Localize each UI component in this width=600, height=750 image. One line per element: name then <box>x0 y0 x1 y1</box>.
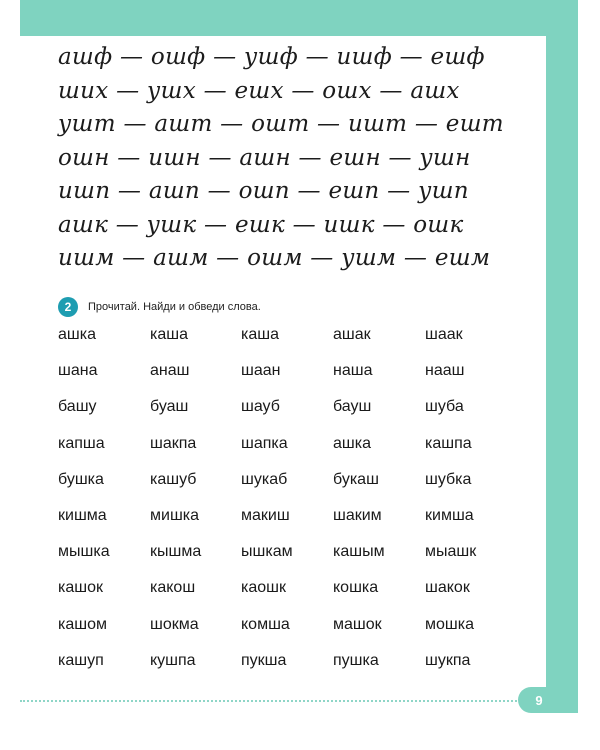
word-item: кимша <box>425 506 474 524</box>
word-item: шакпа <box>150 434 197 452</box>
word-item: ашка <box>58 326 96 343</box>
cursive-syllable-lines <box>58 41 528 276</box>
word-item: шокма <box>150 615 199 633</box>
word-item: шаак <box>425 326 463 343</box>
dotted-divider <box>20 700 517 702</box>
word-row <box>58 390 528 426</box>
word-item: шакок <box>425 579 470 597</box>
word-item: бауш <box>333 398 372 416</box>
cursive-line-5: ишп — ашп — ошп — ешп — ушп <box>58 178 469 204</box>
word-item: кашуб <box>150 470 197 488</box>
word-item: кашом <box>58 615 107 633</box>
word-item: пукша <box>241 651 287 669</box>
word-item: нааш <box>425 362 465 380</box>
word-item: шубка <box>425 470 472 488</box>
right-teal-band <box>546 0 578 713</box>
word-item: шуба <box>425 398 464 416</box>
word-row <box>58 427 528 463</box>
word-item: шауб <box>241 398 280 416</box>
word-row <box>58 608 528 644</box>
word-row <box>58 354 528 390</box>
cursive-line-3: ушт — ашт — ошт — ишт — ешт <box>58 111 504 137</box>
word-item: мыашк <box>425 543 477 561</box>
word-item: комша <box>241 615 290 633</box>
word-item: анаш <box>150 362 190 380</box>
word-row <box>58 318 528 354</box>
word-item: мышка <box>58 543 110 561</box>
word-item: кышма <box>150 543 202 561</box>
word-item: кушпа <box>150 651 196 669</box>
word-item: кашым <box>333 543 385 561</box>
word-row <box>58 463 528 499</box>
word-item: мошка <box>425 615 474 633</box>
word-item: какош <box>150 579 196 597</box>
word-row <box>58 571 528 607</box>
word-item: шана <box>58 362 98 380</box>
task-instruction: Прочитай. Найди и обведи слова. <box>88 301 261 313</box>
word-item: башу <box>58 398 97 416</box>
cursive-line-4: ошн — ишн — ашн — ешн — ушн <box>58 144 471 171</box>
page-number-badge: 9 <box>518 687 560 713</box>
word-grid <box>58 318 528 680</box>
word-item: шаан <box>241 362 281 380</box>
word-item: ашак <box>333 326 371 343</box>
word-item: шукаб <box>241 470 288 488</box>
word-row <box>58 499 528 535</box>
word-item: кашпа <box>425 434 472 452</box>
word-item: кишма <box>58 506 107 524</box>
word-item: каошк <box>241 579 286 597</box>
word-row <box>58 535 528 571</box>
word-item: макиш <box>241 506 290 524</box>
cursive-line-7: ишм — ашм — ошм — ушм — ешм <box>58 245 491 271</box>
word-item: шаким <box>333 506 382 524</box>
word-row <box>58 644 528 680</box>
word-item: каша <box>241 326 279 343</box>
word-item: ышкам <box>241 543 293 561</box>
word-item: шапка <box>241 434 288 452</box>
task-number-badge: 2 <box>58 297 78 317</box>
word-item: буаш <box>150 398 189 416</box>
word-item: шукпа <box>425 651 471 669</box>
task-header <box>58 296 261 318</box>
cursive-line-2: шиx — ушх — ешх — ошх — ашх <box>58 77 460 104</box>
word-item: капша <box>58 434 105 452</box>
top-teal-band <box>20 0 578 36</box>
word-item: кашок <box>58 579 103 597</box>
cursive-line-1: ашф — ошф — ушф — ишф — ешф <box>58 44 485 70</box>
word-item: ашка <box>333 434 371 452</box>
cursive-line-6: ашк — ушк — ешк — ишк — ошк <box>58 211 464 238</box>
word-item: бушка <box>58 470 104 488</box>
word-item: машок <box>333 615 382 633</box>
word-item: наша <box>333 362 373 380</box>
word-item: кошка <box>333 579 379 597</box>
word-item: букаш <box>333 470 379 488</box>
word-item: кашуп <box>58 651 104 669</box>
word-item: мишка <box>150 506 200 524</box>
word-item: каша <box>150 326 188 343</box>
word-item: пушка <box>333 651 379 669</box>
